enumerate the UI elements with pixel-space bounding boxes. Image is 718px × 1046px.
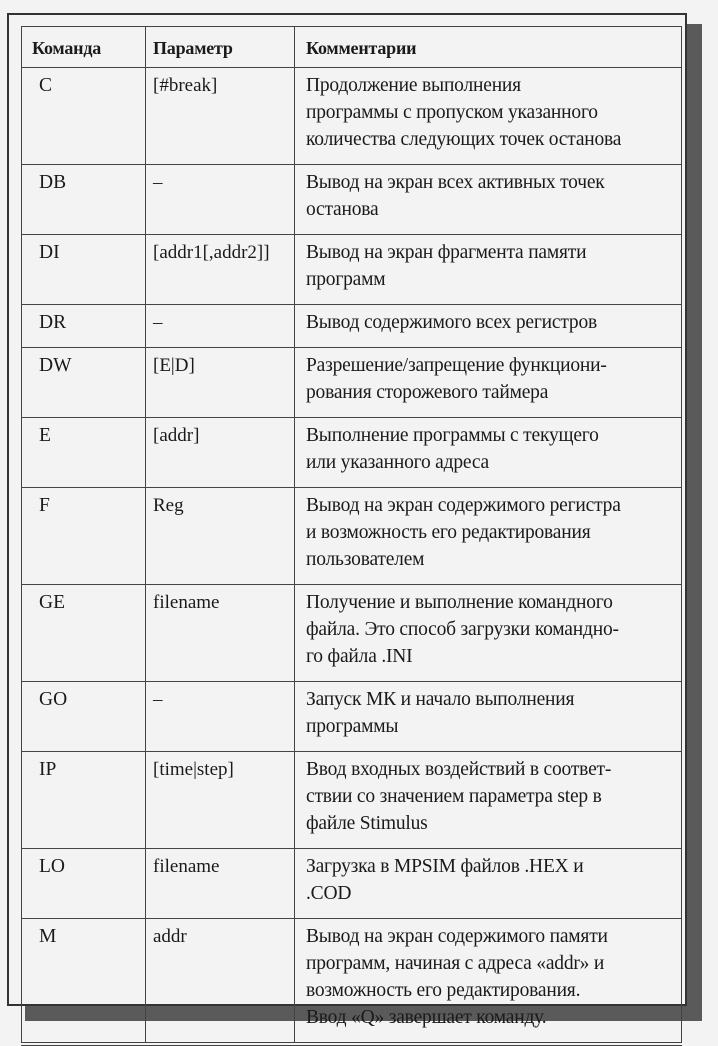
cell-parameter: – xyxy=(146,682,295,752)
cell-command: DW xyxy=(22,348,146,418)
table-frame xyxy=(7,13,687,1028)
cell-parameter: [time|step] xyxy=(146,752,295,849)
table-row xyxy=(22,348,682,418)
cell-parameter: [#break] xyxy=(146,68,295,165)
cell-parameter: [E|D] xyxy=(146,348,295,418)
cell-comment: Разрешение/запрещение функциони- рования сторожевого таймера xyxy=(295,348,682,418)
cell-comment: Продолжение выполнения программы с пропуском указанного количества следующих точек останова xyxy=(295,68,682,165)
commands-table xyxy=(21,26,682,1046)
cell-command: DR xyxy=(22,305,146,348)
cell-comment: Вывод на экран содержимого памяти программ, начиная с адреса «addr» и возможность его редактирования. Ввод «Q» завершает команду. xyxy=(295,919,682,1045)
cell-command: M xyxy=(22,919,146,1045)
cell-command: F xyxy=(22,488,146,585)
cell-comment: Выполнение программы с текущего или указанного адреса xyxy=(295,418,682,488)
table-row xyxy=(22,752,682,849)
cell-parameter: filename xyxy=(146,585,295,682)
cell-command: LO xyxy=(22,849,146,919)
table-row xyxy=(22,488,682,585)
table-row xyxy=(22,585,682,682)
cell-parameter: – xyxy=(146,305,295,348)
table-row xyxy=(22,68,682,165)
table-row xyxy=(22,305,682,348)
cell-parameter: addr xyxy=(146,919,295,1045)
cell-parameter: [addr] xyxy=(146,418,295,488)
cell-parameter: – xyxy=(146,165,295,235)
cell-command: C xyxy=(22,68,146,165)
cell-comment: Вывод содержимого всех регистров xyxy=(295,305,682,348)
cell-parameter: Reg xyxy=(146,488,295,585)
cell-command: GE xyxy=(22,585,146,682)
table-row xyxy=(22,682,682,752)
table-row xyxy=(22,849,682,919)
header-row xyxy=(22,27,682,68)
cell-comment: Запуск МК и начало выполнения программы xyxy=(295,682,682,752)
table-row xyxy=(22,919,682,1045)
table-row xyxy=(22,235,682,305)
cell-comment: Ввод входных воздействий в соответ- ствии со значением параметра step в файле Stimulus xyxy=(295,752,682,849)
header-comment: Комментарии xyxy=(295,27,682,68)
cell-command: DB xyxy=(22,165,146,235)
table-row xyxy=(22,418,682,488)
cell-parameter: [addr1[,addr2]] xyxy=(146,235,295,305)
table-row xyxy=(22,165,682,235)
cell-command: E xyxy=(22,418,146,488)
cell-command: DI xyxy=(22,235,146,305)
cell-comment: Вывод на экран всех активных точек останова xyxy=(295,165,682,235)
header-parameter: Параметр xyxy=(146,27,295,68)
cell-comment: Вывод на экран содержимого регистра и возможность его редактирования пользователем xyxy=(295,488,682,585)
cell-parameter: filename xyxy=(146,849,295,919)
cell-comment: Получение и выполнение командного файла. Это способ загрузки командно- го файла .INI xyxy=(295,585,682,682)
cell-comment: Загрузка в MPSIM файлов .HEX и .COD xyxy=(295,849,682,919)
cell-comment: Вывод на экран фрагмента памяти программ xyxy=(295,235,682,305)
cell-command: GO xyxy=(22,682,146,752)
header-command: Команда xyxy=(22,27,146,68)
cell-command: IP xyxy=(22,752,146,849)
